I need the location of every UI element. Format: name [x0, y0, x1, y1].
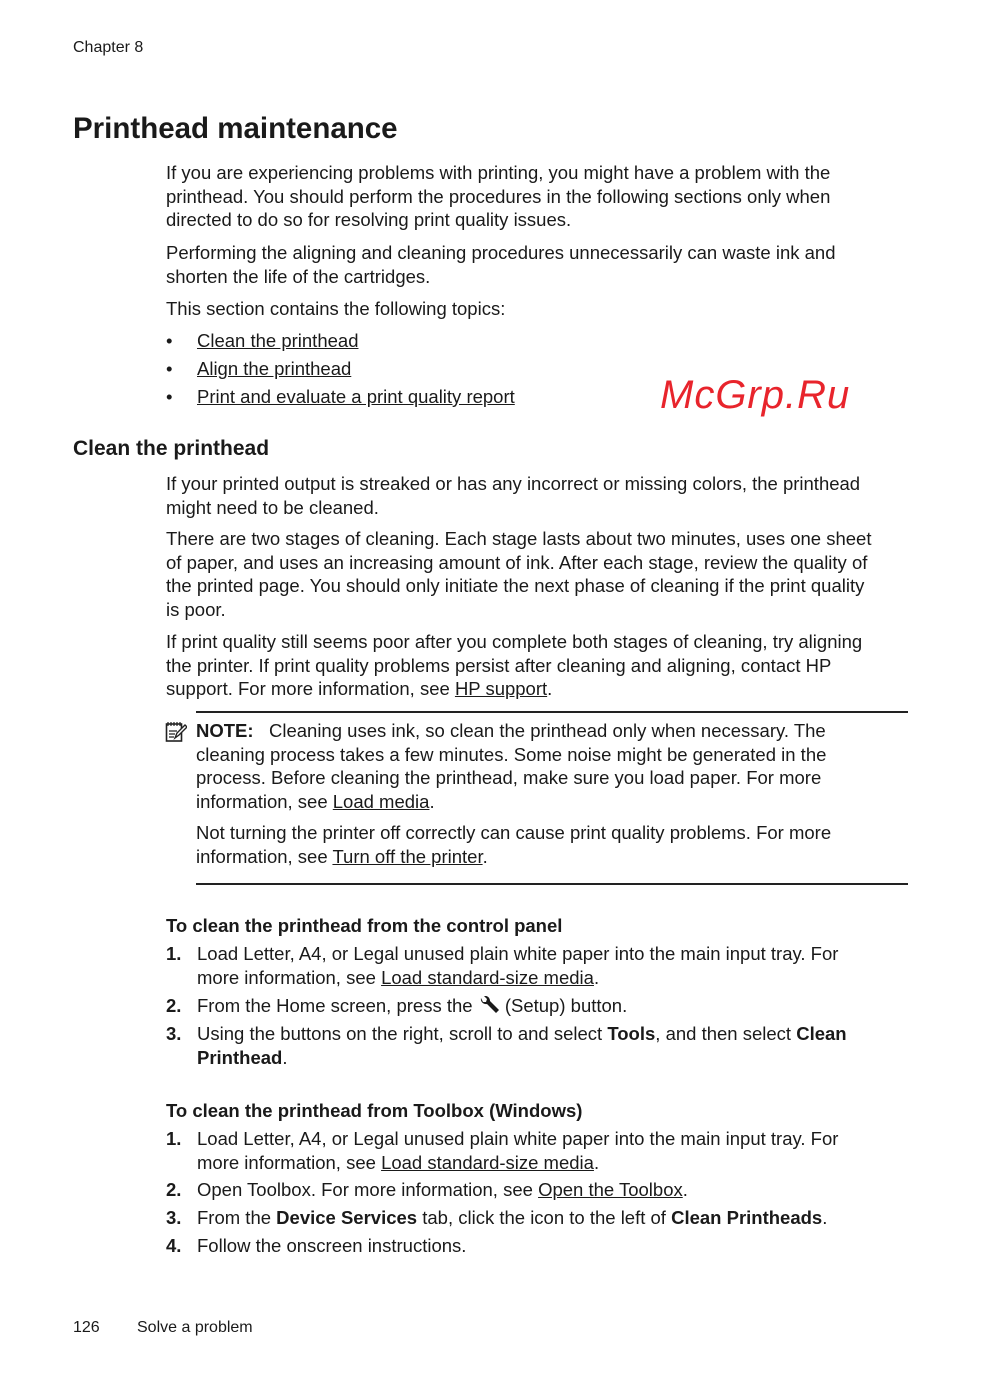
step-text — [197, 1206, 827, 1230]
link-print-quality-report[interactable]: Print and evaluate a print quality report — [197, 386, 515, 407]
link-align-printhead[interactable]: Align the printhead — [197, 358, 352, 379]
text: . — [429, 790, 435, 812]
text: , and then select — [655, 1023, 797, 1044]
step-text — [197, 1178, 688, 1202]
step-number: 3. — [166, 1207, 182, 1228]
text: . — [482, 845, 488, 867]
text-line: If you are experiencing problems with printing, you might have a problem with the — [166, 162, 831, 183]
step-number: 2. — [166, 1179, 182, 1200]
clean-paragraph-2 — [166, 527, 871, 621]
step-text — [197, 942, 838, 989]
step-text — [197, 994, 627, 1018]
intro-paragraph-1 — [166, 161, 830, 232]
text-line: shorten the life of the cartridges. — [166, 265, 431, 287]
text-line — [196, 845, 831, 869]
text: information, see — [196, 790, 333, 812]
step-text — [197, 1127, 838, 1174]
text: . — [547, 678, 553, 700]
text-line — [196, 719, 831, 743]
bullet: • — [166, 358, 173, 379]
text-line — [166, 677, 862, 701]
text: information, see — [196, 845, 333, 867]
intro-paragraph-3: This section contains the following topics: — [166, 298, 506, 319]
page-title: Printhead maintenance — [73, 112, 398, 145]
text: (Setup) button. — [499, 995, 628, 1016]
text: support. For more information, see — [166, 678, 455, 700]
text-line: printhead. You should perform the procedures in the following sections only when — [166, 185, 831, 207]
note-block — [196, 719, 831, 869]
text: more information, see — [197, 1151, 382, 1173]
chapter-header: Chapter 8 — [73, 39, 144, 56]
link-open-toolbox[interactable]: Open the Toolbox — [538, 1179, 683, 1200]
text: . — [682, 1179, 688, 1200]
bold-text: Printhead — [197, 1046, 283, 1068]
step-text: Follow the onscreen instructions. — [197, 1235, 467, 1256]
page-number: 126 — [73, 1319, 100, 1336]
text: Load Letter, A4, or Legal unused plain white paper into the main input tray. For — [197, 943, 839, 964]
bullet: • — [166, 386, 173, 407]
bold-text: Clean Printheads — [671, 1207, 823, 1228]
watermark: McGrp.Ru — [660, 373, 851, 417]
text-line: There are two stages of cleaning. Each stage lasts about two minutes, uses one sheet — [166, 528, 872, 549]
text: From the Home screen, press the — [197, 995, 478, 1016]
note-label: NOTE: — [196, 720, 254, 741]
text: Open Toolbox. For more information, see — [197, 1179, 539, 1200]
note-divider-top — [196, 711, 908, 713]
wrench-setup-icon — [478, 996, 500, 1014]
clean-paragraph-1 — [166, 472, 860, 519]
text: From the — [197, 1207, 277, 1228]
link-clean-printhead[interactable]: Clean the printhead — [197, 330, 359, 351]
note-divider-bottom — [196, 883, 908, 885]
text: tab, click the icon to the left of — [417, 1207, 672, 1228]
step-number: 2. — [166, 995, 182, 1016]
procedure-heading: To clean the printhead from the control panel — [166, 915, 563, 936]
text-line: Not turning the printer off correctly can cause print quality problems. For more — [196, 822, 832, 844]
link-load-standard-size-media[interactable]: Load standard-size media — [381, 966, 594, 988]
text-line: might need to be cleaned. — [166, 496, 379, 518]
step-number: 1. — [166, 1128, 182, 1149]
procedure-heading: To clean the printhead from Toolbox (Windows) — [166, 1100, 583, 1121]
bold-text: Tools — [607, 1023, 656, 1044]
text-line: the printer. If print quality problems persist after cleaning and aligning, contact HP — [166, 654, 832, 676]
text: . — [282, 1046, 288, 1068]
footer-section: Solve a problem — [137, 1319, 253, 1336]
text-line: process. Before cleaning the printhead, make sure you load paper. For more — [196, 767, 822, 789]
note-icon — [165, 721, 187, 743]
bold-text: Clean — [796, 1023, 847, 1044]
text: . — [593, 1151, 600, 1173]
intro-paragraph-2 — [166, 241, 836, 288]
text-line: the printed page. You should only initiate the next phase of cleaning if the print quality — [166, 575, 865, 597]
text-line — [196, 790, 831, 814]
step-number: 3. — [166, 1023, 182, 1044]
text-line: cleaning process takes a few minutes. Some noise might be generated in the — [196, 743, 827, 765]
text: more information, see — [197, 966, 382, 988]
text: Using the buttons on the right, scroll to and select — [197, 1023, 608, 1044]
text-line: is poor. — [166, 598, 226, 620]
clean-paragraph-3 — [166, 630, 862, 701]
text-line: If print quality still seems poor after you complete both stages of cleaning, try aligning — [166, 631, 863, 652]
text-line: directed to do so for resolving print quality issues. — [166, 209, 572, 231]
text: . — [593, 966, 600, 988]
text: . — [822, 1207, 828, 1228]
step-number: 4. — [166, 1235, 182, 1256]
link-load-media[interactable]: Load media — [332, 790, 430, 812]
bold-text: Device Services — [276, 1207, 418, 1228]
link-load-standard-size-media[interactable]: Load standard-size media — [381, 1151, 594, 1173]
text-line: of paper, and uses an increasing amount of ink. After each stage, review the quality of — [166, 551, 868, 573]
link-hp-support[interactable]: HP support — [454, 678, 548, 700]
step-text — [197, 1022, 847, 1069]
text-line: If your printed output is streaked or has any incorrect or missing colors, the printhead — [166, 473, 861, 494]
bullet: • — [166, 330, 173, 351]
section-heading: Clean the printhead — [73, 437, 270, 460]
text-line: Performing the aligning and cleaning procedures unnecessarily can waste ink and — [166, 242, 836, 263]
text: Load Letter, A4, or Legal unused plain white paper into the main input tray. For — [197, 1128, 839, 1149]
link-turn-off-printer[interactable]: Turn off the printer — [332, 845, 483, 867]
step-number: 1. — [166, 943, 182, 964]
text: Cleaning uses ink, so clean the printhead only when necessary. The — [268, 720, 826, 741]
